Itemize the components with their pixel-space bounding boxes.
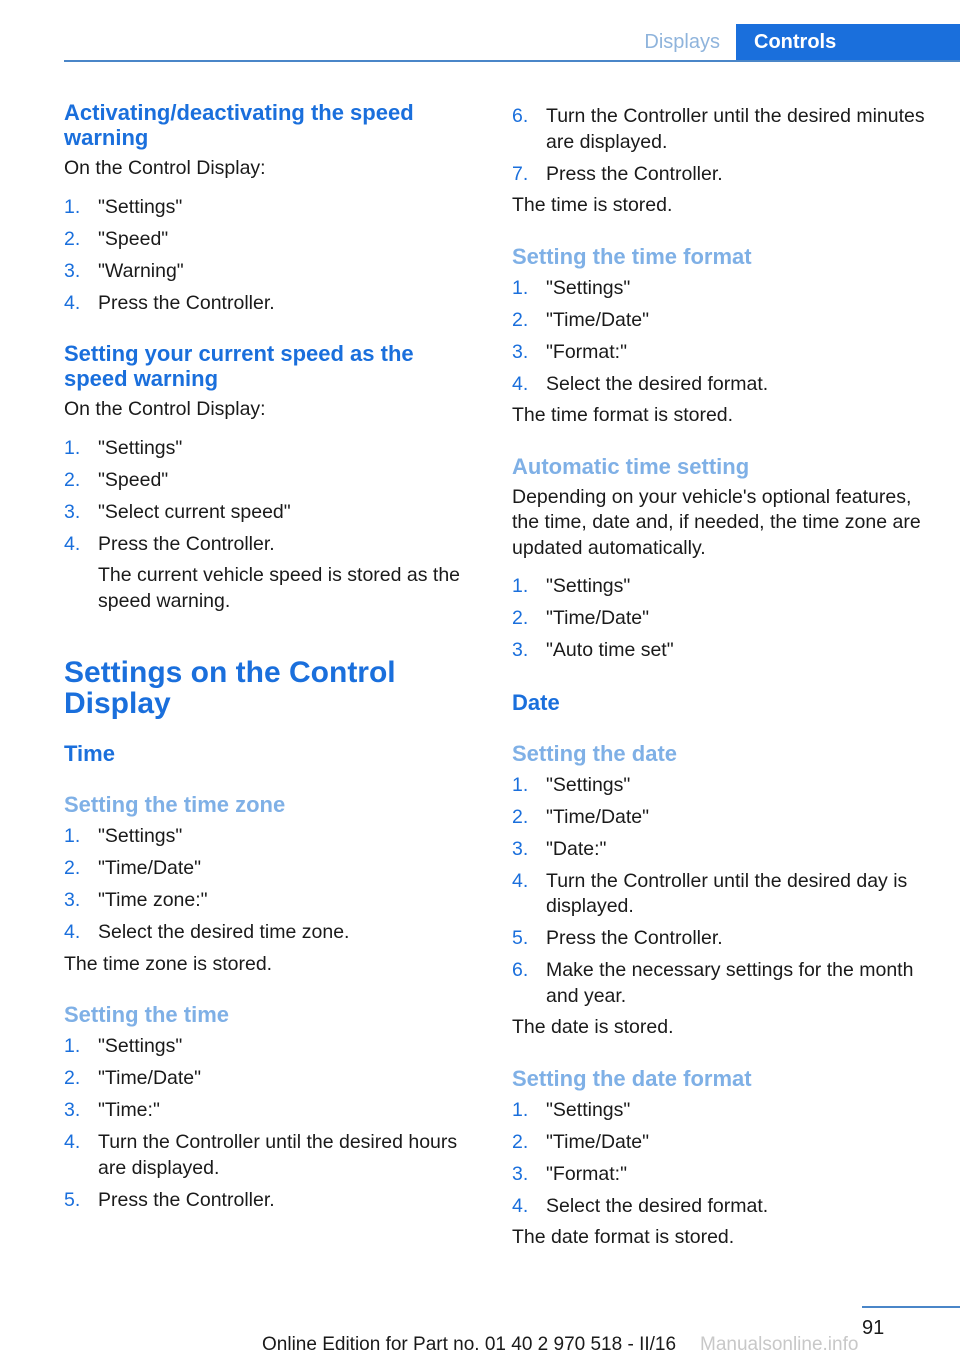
step-number: 3. bbox=[64, 1099, 81, 1121]
step-text: Turn the Controller until the desired hours are displayed. bbox=[98, 1131, 458, 1179]
step-number: 5. bbox=[64, 1188, 81, 1211]
result-text: The date format is stored. bbox=[512, 1226, 735, 1248]
list-item bbox=[512, 638, 932, 664]
step-text: "Time zone:" bbox=[98, 889, 208, 911]
step-number: 4. bbox=[64, 921, 81, 943]
section-heading: Setting the time format bbox=[512, 243, 752, 269]
step-note: The current vehicle speed is stored as the speed warning. bbox=[98, 564, 461, 612]
step-number: 4. bbox=[512, 1194, 529, 1217]
step-text: "Format:" bbox=[546, 340, 628, 363]
step-text: "Settings" bbox=[546, 1098, 631, 1121]
step-list bbox=[64, 436, 474, 615]
section-heading: Automatic time setting bbox=[512, 453, 750, 479]
step-text: "Settings" bbox=[98, 436, 183, 459]
step-list bbox=[512, 104, 932, 187]
list-item bbox=[512, 308, 932, 334]
edition-text: Online Edition for Part no. 01 40 2 970 518 - II/16 bbox=[262, 1334, 677, 1355]
step-number: 6. bbox=[512, 105, 529, 127]
list-item bbox=[64, 1188, 474, 1214]
section-heading: Setting the time bbox=[64, 1002, 230, 1027]
step-text: "Date:" bbox=[546, 837, 607, 860]
intro-text: Depending on your vehicle's optional features, the time, date and, if needed, the time zone are updated automatically. bbox=[512, 485, 921, 559]
list-item bbox=[512, 276, 932, 302]
step-number: 4. bbox=[64, 532, 81, 555]
step-list bbox=[64, 824, 474, 946]
list-item bbox=[64, 259, 474, 285]
section-heading: Setting the time zone bbox=[64, 792, 286, 817]
list-item bbox=[64, 500, 474, 526]
step-number: 2. bbox=[512, 308, 529, 331]
result-text: The date is stored. bbox=[512, 1016, 674, 1038]
step-text: Turn the Controller until the desired minutes are displayed. bbox=[546, 105, 925, 153]
list-item bbox=[512, 1098, 932, 1124]
step-number: 1. bbox=[512, 773, 529, 796]
step-number: 2. bbox=[512, 1130, 529, 1153]
step-number: 1. bbox=[64, 195, 81, 218]
step-text: Press the Controller. bbox=[546, 927, 723, 949]
list-item bbox=[512, 162, 932, 188]
step-number: 4. bbox=[64, 1131, 81, 1153]
header-tabs bbox=[628, 24, 960, 60]
step-number: 1. bbox=[64, 1035, 81, 1057]
step-text: "Settings" bbox=[546, 575, 631, 597]
step-number: 1. bbox=[64, 825, 81, 847]
tab-displays[interactable]: Displays bbox=[644, 31, 720, 53]
list-item bbox=[512, 606, 932, 632]
step-number: 3. bbox=[512, 639, 529, 661]
right-column bbox=[512, 100, 932, 1251]
step-number: 3. bbox=[512, 837, 529, 860]
step-number: 2. bbox=[64, 1067, 81, 1089]
list-item bbox=[512, 958, 932, 1009]
step-text: Press the Controller. bbox=[98, 532, 275, 555]
step-text: "Speed" bbox=[98, 468, 169, 491]
step-number: 2. bbox=[64, 227, 81, 250]
step-text: "Time/Date" bbox=[98, 1067, 202, 1089]
step-number: 1. bbox=[64, 436, 81, 459]
list-item bbox=[64, 436, 474, 462]
list-item bbox=[64, 920, 474, 946]
step-text: "Time/Date" bbox=[546, 308, 650, 331]
page-number: 91 bbox=[862, 1317, 885, 1339]
step-text: Press the Controller. bbox=[546, 162, 723, 185]
section-heading: Setting the date format bbox=[512, 1065, 752, 1091]
list-item bbox=[64, 1098, 474, 1124]
step-number: 2. bbox=[512, 607, 529, 629]
list-item bbox=[512, 926, 932, 952]
list-item bbox=[64, 1034, 474, 1060]
step-text: Turn the Controller until the desired day is displayed. bbox=[546, 869, 908, 917]
step-number: 4. bbox=[64, 291, 81, 314]
list-item bbox=[512, 1194, 932, 1220]
step-number: 5. bbox=[512, 927, 529, 949]
main-heading: Settings on the Control Display bbox=[64, 656, 396, 720]
list-item bbox=[64, 532, 474, 615]
step-text: "Time/Date" bbox=[546, 1130, 650, 1153]
list-item bbox=[64, 468, 474, 494]
list-item bbox=[512, 773, 932, 799]
step-number: 2. bbox=[64, 468, 81, 491]
step-text: "Speed" bbox=[98, 227, 169, 250]
step-text: "Settings" bbox=[546, 276, 631, 299]
step-text: "Settings" bbox=[98, 1035, 183, 1057]
step-list bbox=[512, 276, 932, 398]
step-list bbox=[512, 574, 932, 664]
section-heading: Activating/deactivating the speed warning bbox=[64, 100, 414, 150]
step-text: Select the desired time zone. bbox=[98, 921, 350, 943]
intro-text: On the Control Display: bbox=[64, 398, 266, 420]
step-list bbox=[64, 195, 474, 317]
tab-controls[interactable]: Controls bbox=[736, 24, 960, 60]
list-item bbox=[64, 227, 474, 253]
list-item bbox=[512, 574, 932, 600]
section-heading: Setting your current speed as the speed warning bbox=[64, 341, 414, 391]
list-item bbox=[512, 104, 932, 155]
step-text: "Select current speed" bbox=[98, 500, 291, 523]
time-heading: Time bbox=[64, 741, 115, 766]
step-text: "Time:" bbox=[98, 1099, 160, 1121]
step-text: Make the necessary settings for the month and year. bbox=[546, 959, 914, 1007]
step-list bbox=[512, 773, 932, 1010]
list-item bbox=[64, 291, 474, 317]
step-text: Select the desired format. bbox=[546, 372, 769, 395]
step-text: "Settings" bbox=[546, 773, 631, 796]
intro-text: On the Control Display: bbox=[64, 157, 266, 179]
result-text: The time zone is stored. bbox=[64, 952, 273, 975]
list-item bbox=[64, 195, 474, 221]
step-text: "Auto time set" bbox=[546, 639, 674, 661]
list-item bbox=[64, 1130, 474, 1181]
list-item bbox=[512, 1162, 932, 1188]
step-text: Press the Controller. bbox=[98, 1188, 275, 1211]
list-item bbox=[512, 340, 932, 366]
step-number: 4. bbox=[512, 372, 529, 395]
step-number: 7. bbox=[512, 162, 529, 185]
step-text: Select the desired format. bbox=[546, 1194, 769, 1217]
list-item bbox=[512, 837, 932, 863]
step-text: Press the Controller. bbox=[98, 291, 275, 314]
step-text: "Time/Date" bbox=[546, 607, 650, 629]
step-text: "Settings" bbox=[98, 825, 183, 847]
date-heading: Date bbox=[512, 689, 560, 715]
step-number: 3. bbox=[64, 500, 81, 523]
step-number: 3. bbox=[512, 1162, 529, 1185]
step-number: 1. bbox=[512, 276, 529, 299]
list-item bbox=[64, 824, 474, 850]
step-number: 3. bbox=[512, 340, 529, 363]
list-item bbox=[512, 372, 932, 398]
step-number: 2. bbox=[512, 805, 529, 828]
step-number: 3. bbox=[64, 259, 81, 282]
result-text: The time format is stored. bbox=[512, 404, 734, 426]
step-text: "Warning" bbox=[98, 259, 184, 282]
list-item bbox=[64, 856, 474, 882]
step-list bbox=[512, 1098, 932, 1220]
list-item bbox=[512, 805, 932, 831]
step-number: 1. bbox=[512, 1098, 529, 1121]
list-item bbox=[512, 869, 932, 920]
step-number: 1. bbox=[512, 575, 529, 597]
step-text: "Time/Date" bbox=[546, 805, 650, 828]
section-heading: Setting the date bbox=[512, 740, 678, 766]
step-number: 4. bbox=[512, 869, 529, 892]
watermark: Manualsonline.info bbox=[700, 1334, 859, 1355]
step-number: 2. bbox=[64, 857, 81, 879]
step-number: 3. bbox=[64, 889, 81, 911]
step-text: "Time/Date" bbox=[98, 857, 202, 879]
step-text: "Settings" bbox=[98, 195, 183, 218]
result-text: The time is stored. bbox=[512, 194, 673, 216]
step-list bbox=[64, 1034, 474, 1213]
step-number: 6. bbox=[512, 959, 529, 981]
left-column bbox=[64, 100, 474, 1213]
list-item bbox=[64, 888, 474, 914]
header-rule bbox=[64, 60, 960, 62]
list-item bbox=[64, 1066, 474, 1092]
footer-rule bbox=[862, 1306, 960, 1308]
list-item bbox=[512, 1130, 932, 1156]
step-text: "Format:" bbox=[546, 1162, 628, 1185]
